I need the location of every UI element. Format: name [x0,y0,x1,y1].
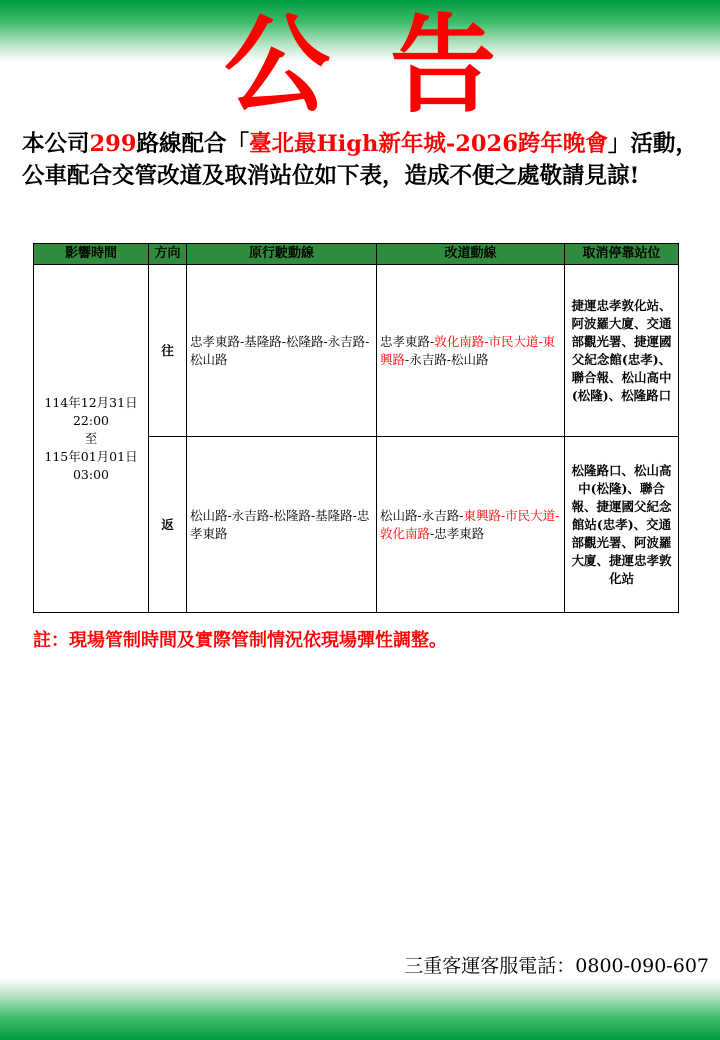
header-detour-route: 改道動線 [377,244,565,265]
intro-part3: 」活動，公車配合交管改道及取消站位如下表，造成不便之處敬請見諒! [22,131,698,189]
detour-route-cell [377,265,565,437]
time-end-hour: 03:00 [72,466,110,482]
detour-segment: 忠孝東路- [380,333,435,349]
time-start-hour: 22:00 [72,412,110,428]
title-char-1: 公 [224,4,330,127]
time-to: 至 [84,430,98,446]
detour-segment: -忠孝東路 [430,525,485,541]
event-name: 臺北最High新年城-2026跨年晚會 [249,131,608,157]
detour-table [33,243,679,613]
detour-segment: 松山路-永吉路- [380,507,464,523]
original-route-cell: 忠孝東路-基隆路-松隆路-永吉路-松山路 [187,265,377,437]
time-start-date: 114年12月31日 [44,394,138,410]
title-char-2: 告 [390,4,496,127]
page-title [0,6,720,126]
customer-service-phone: 三重客運客服電話：0800-090-607 [404,955,709,977]
header-original-route: 原行駛動線 [187,244,377,265]
header-direction: 方向 [149,244,187,265]
detour-segment: -永吉路-松山路 [405,351,489,367]
intro-part1: 本公司 [22,131,90,157]
table-header-row [34,244,679,265]
detour-segment-red: 敦化南路-市民大道-東興路 [380,333,556,367]
affected-time [34,265,149,613]
cancelled-stops-cell: 捷運忠孝敦化站、阿波羅大廈、交通部觀光署、捷運國父紀念館(忠孝)、聯合報、松山高中(松隆)、松隆路口 [565,265,679,437]
note-text: 註：現場管制時間及實際管制情況依現場彈性調整。 [33,630,447,651]
table-row [34,265,679,437]
direction-cell: 往 [149,265,187,437]
bottom-green-band [0,978,720,1040]
intro-paragraph [22,128,702,192]
time-end-date: 115年01月01日 [44,448,138,464]
detour-segment-red: 東興路-市民大道-敦化南路 [380,507,560,541]
header-cancelled-stops: 取消停靠站位 [565,244,679,265]
route-number: 299 [89,131,137,157]
direction-cell: 返 [149,437,187,613]
detour-route-cell [377,437,565,613]
intro-part2: 路線配合「 [136,131,249,157]
header-time: 影響時間 [34,244,149,265]
original-route-cell: 松山路-永吉路-松隆路-基隆路-忠孝東路 [187,437,377,613]
cancelled-stops-cell: 松隆路口、松山高中(松隆)、聯合報、捷運國父紀念館站(忠孝)、交通部觀光署、阿波羅大廈、捷運忠孝敦化站 [565,437,679,613]
